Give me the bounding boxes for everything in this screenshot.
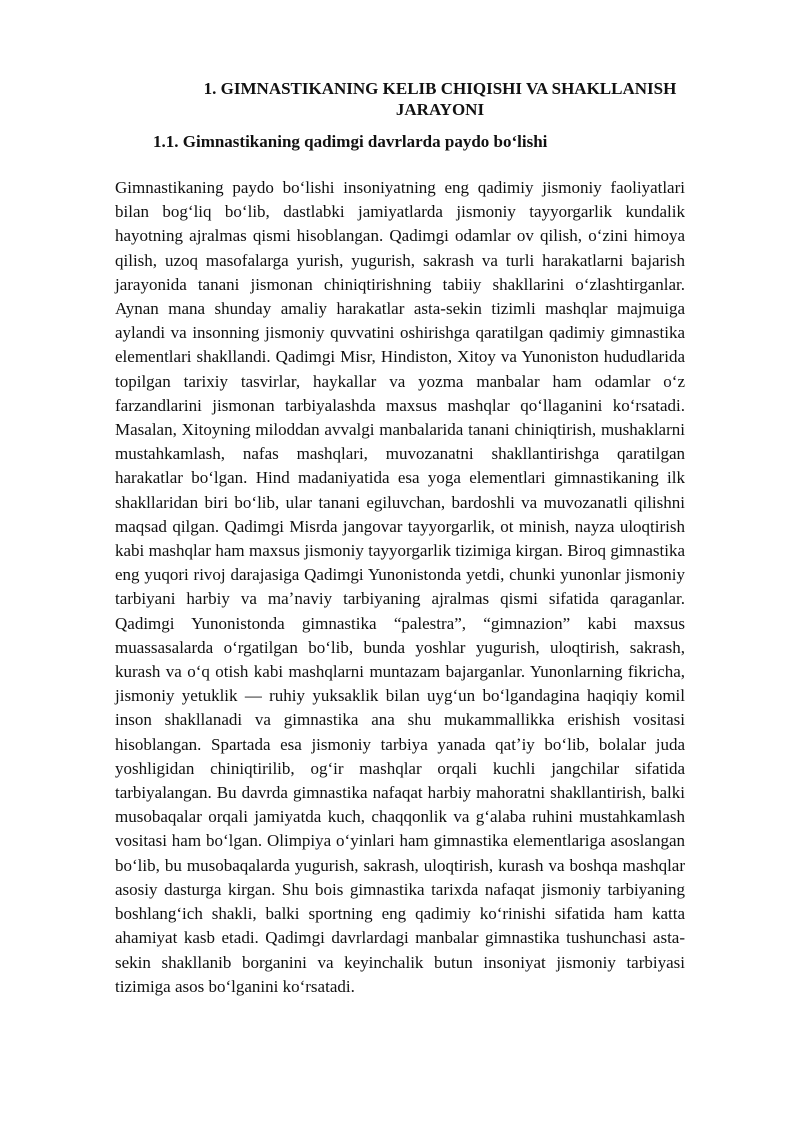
body-paragraph: Gimnastikaning paydo boʻlishi insoniyatning eng qadimiy jismoniy faoliyatlari bilan bogʻliq boʻlib, dastlabki jamiyatlarda jismoniy tayyorgarlik kundalik hayotning ajralmas qismi hisoblangan. Qadimgi odamlar ov qilish, oʻzini himoya qilish, uzoq masofalarga yurish, yugurish, sakrash va turli harakatlarni bajarish jarayonida tanani jismonan chiniqtirishning tabiiy shakllarini oʻzlashtirganlar. Aynan mana shunday amaliy harakatlar asta-sekin tizimli mashqlar majmuiga aylandi va insonning jismoniy quvvatini oshirishga qaratilgan qadimiy gimnastika elementlari shakllandi. Qadimgi Misr, Hindiston, Xitoy va Yunoniston hududlarida topilgan tarixiy tasvirlar, haykallar va yozma manbalar ham odamlar oʻz farzandlarini jismonan tarbiyalashda maxsus mashqlar qoʻllaganini koʻrsatadi. Masalan, Xitoyning miloddan avvalgi manbalarida tanani chiniqtirish, mushaklarni mustahkamlash, nafas mashqlari, muvozanatni shakllantirishga qaratilgan harakatlar boʻlgan. Hind madaniyatida esa yoga elementlari gimnastikaning ilk shakllaridan biri boʻlib, ular tanani egiluvchan, bardoshli va muvozanatli qilishni maqsad qilgan. Qadimgi Misrda jangovar tayyorgarlik, ot minish, nayza uloqtirish kabi mashqlar ham maxsus jismoniy tayyorgarlik tizimiga kirgan. Biroq gimnastika eng yuqori rivoj darajasiga Qadimgi Yunonistonda yetdi, chunki yunonlar jismoniy tarbiyani harbiy va maʼnaviy tarbiyaning ajralmas qismi sifatida qaraganlar. Qadimgi Yunonistonda gimnastika “palestra”, “gimnazion” kabi maxsus muassasalarda oʻrgatilgan boʻlib, bunda yoshlar yugurish, uloqtirish, sakrash, kurash va oʻq otish kabi mashqlarni muntazam bajarganlar. Yunonlarning fikricha, jismoniy yetuklik — ruhiy yuksaklik bilan uygʻun boʻlgandagina haqiqiy komil inson shakllanadi va gimnastika ana shu mukammallikka erishish vositasi hisoblangan. Spartada esa jismoniy tarbiya yanada qatʼiy boʻlib, bolalar juda yoshligidan chiniqtirilib, ogʻir mashqlar orqali kuchli jangchilar sifatida tarbiyalangan. Bu davrda gimnastika nafaqat harbiy mahoratni shakllantirish, balki musobaqalar orqali jamiyatda kuch, chaqqonlik va gʻalaba ruhini mustahkamlash vositasi ham boʻlgan. Olimpiya oʻyinlari ham gimnastika elementlariga asoslangan boʻlib, bu musobaqalarda yugurish, sakrash, uloqtirish, kurash va boshqa mashqlar asosiy dasturga kirgan. Shu bois gimnastika tarixda nafaqat jismoniy tarbiyaning boshlangʻich shakli, balki sportning eng qadimiy koʻrinishi sifatida ham katta ahamiyat kasb etadi. Qadimgi davrlardagi manbalar gimnastika tushunchasi asta-sekin shakllanib borganini va keyinchalik butun insoniyat jismoniy tarbiyasi tizimiga asos boʻlganini koʻrsatadi. xyxy=(115,178,685,996)
chapter-title xyxy=(115,78,685,120)
section-title: 1.1. Gimnastikaning qadimgi davrlarda paydo boʻlishi xyxy=(153,132,548,151)
chapter-title-line-2: JARAYONI xyxy=(395,100,485,119)
chapter-title-line-1: 1. GIMNASTIKANING KELIB CHIQISHI VA SHAKLLANISH xyxy=(203,79,677,98)
